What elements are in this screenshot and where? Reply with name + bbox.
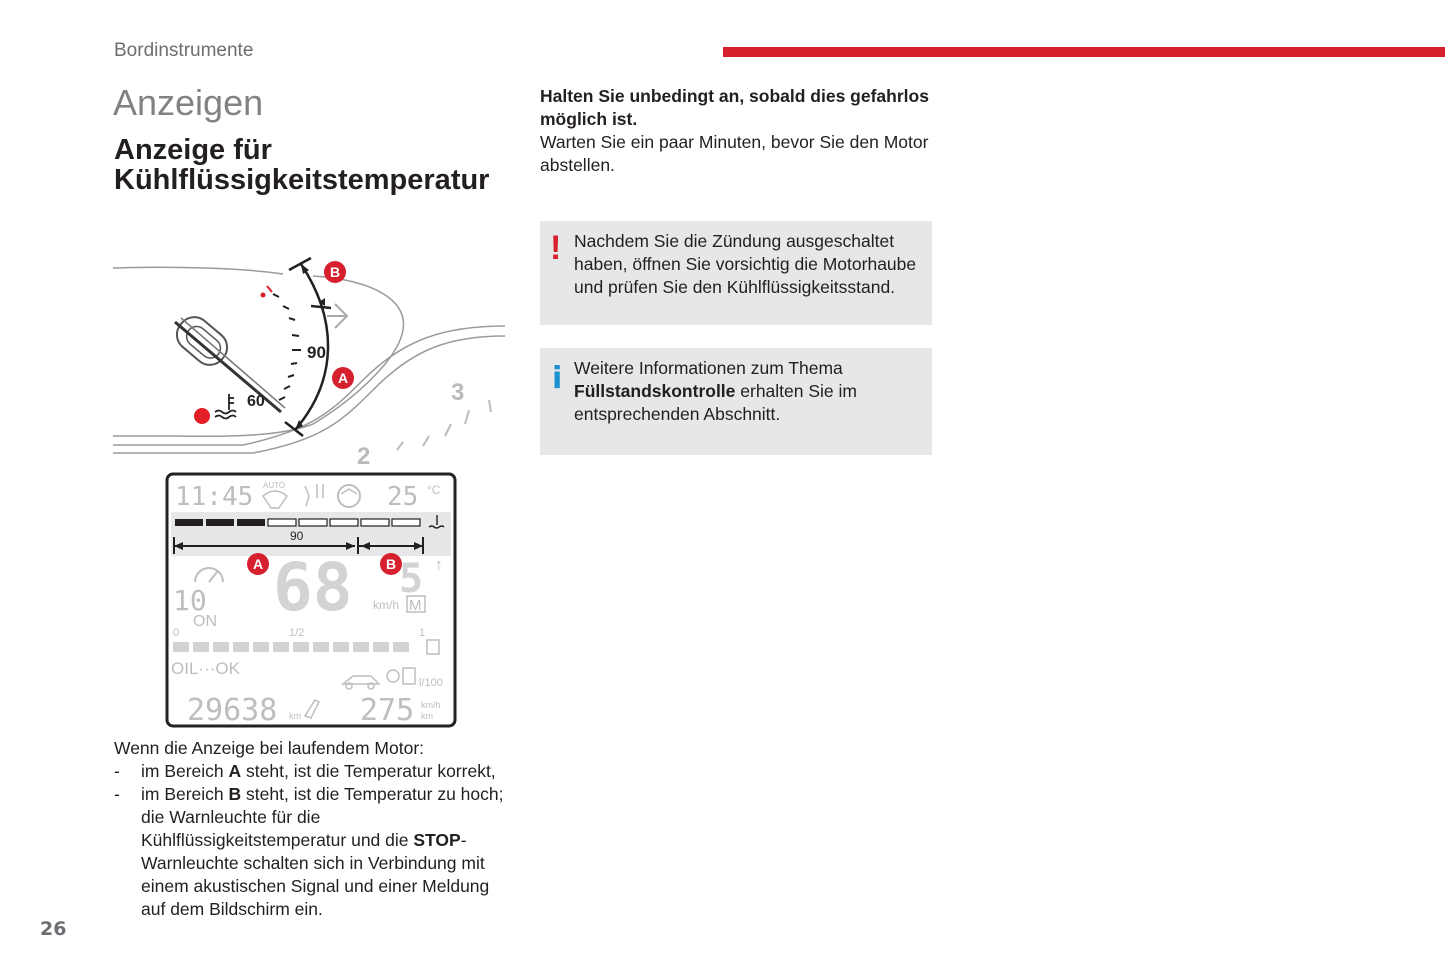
gauge-badge-b	[324, 261, 346, 283]
instrument-cluster-display	[165, 472, 457, 728]
fuel-label-empty: 0	[173, 627, 180, 639]
warning-light-icon	[194, 408, 210, 424]
info-note-box	[540, 348, 932, 455]
info-note-link-topic: Füllstandskontrolle	[574, 381, 736, 401]
cluster-speed-unit: km/h	[373, 598, 400, 612]
cluster-range-unit-bottom: km	[421, 711, 433, 721]
bullet-dash: -	[114, 761, 120, 781]
section-subheading	[114, 135, 534, 195]
coolant-temperature-icon	[215, 394, 236, 419]
page-number: 26	[40, 918, 67, 940]
warning-note-box	[540, 221, 932, 325]
cluster-odometer: 29638	[187, 693, 278, 728]
page-heading: Anzeigen	[113, 82, 264, 123]
cluster-badge-a	[247, 553, 269, 575]
stop-instruction-bold: Halten Sie unbedingt an, sobald dies gefahrlos möglich ist.	[540, 86, 929, 129]
cluster-oil-status: OIL···OK	[171, 659, 240, 678]
cluster-speed: 68	[273, 549, 353, 626]
cluster-outside-temp: 25	[387, 482, 419, 512]
svg-text:A: A	[337, 370, 349, 386]
header-accent-rule	[723, 47, 1445, 57]
warning-note-text: Nachdem Sie die Zündung ausgeschaltet haben, öffnen Sie vorsichtig die Motorhaube und prüfen Sie den Kühlflüssigkeitsstand.	[574, 231, 917, 297]
cluster-speed-digit: 5	[399, 556, 424, 602]
gauge-needle-icon	[170, 311, 285, 412]
cluster-mode: M	[409, 597, 422, 614]
info-icon: i	[552, 361, 563, 396]
subheading-line-2: Kühlflüssigkeitstemperatur	[114, 164, 490, 196]
cluster-odometer-unit: km	[289, 711, 301, 721]
exclamation-icon: !	[550, 229, 562, 267]
cluster-on-label: ON	[193, 613, 217, 630]
svg-text:B: B	[385, 556, 397, 572]
bullet-item-b: - im Bereich B steht, ist die Temperatur zu hoch; die Warnleuchte für die Kühlflüssigkeitstemperatur und die STOP-Warnleuchte schalten sich in Verbindung mit einem akustischen Signal und einer Meldung auf dem Bildschirm ein.	[114, 784, 504, 919]
cluster-range: 275	[360, 693, 415, 728]
stop-instruction-text: Warten Sie ein paar Minuten, bevor Sie den Motor abstellen.	[540, 132, 929, 175]
bullet-list	[114, 760, 514, 921]
subheading-line-1: Anzeige für	[114, 134, 272, 166]
cluster-consumption-unit: l/100	[419, 677, 443, 689]
cluster-time: 11:45	[175, 482, 254, 512]
tacho-label-3: 3	[451, 379, 465, 406]
coolant-gauge-illustration	[113, 240, 508, 468]
cluster-auto-label: AUTO	[263, 481, 286, 490]
fuel-label-half: 1/2	[289, 627, 305, 639]
info-note-text: Weitere Informationen zum Thema Füllstandskontrolle erhalten Sie im entsprechenden Abschnitt.	[574, 358, 857, 424]
cluster-temp-unit: °C	[427, 483, 441, 497]
gauge-label-60: 60	[247, 393, 265, 410]
cluster-gear-value: 10	[173, 584, 207, 617]
bullet-item-a: - im Bereich A steht, ist die Temperatur korrekt,	[114, 761, 496, 781]
intro-text: Wenn die Anzeige bei laufendem Motor:	[114, 738, 425, 758]
fuel-label-full: 1	[419, 627, 426, 639]
gauge-badge-a	[332, 367, 354, 389]
stop-instruction	[540, 85, 940, 177]
svg-text:B: B	[329, 264, 341, 280]
cluster-range-unit-top: km/h	[421, 700, 441, 710]
section-label: Bordinstrumente	[114, 40, 254, 61]
gauge-label-90: 90	[307, 343, 326, 362]
tacho-label-2: 2	[357, 443, 371, 468]
cluster-bar-90: 90	[290, 529, 304, 543]
bullet-dash: -	[114, 784, 120, 804]
svg-text:A: A	[252, 556, 264, 572]
gear-up-arrow-icon: ↑	[435, 557, 443, 574]
